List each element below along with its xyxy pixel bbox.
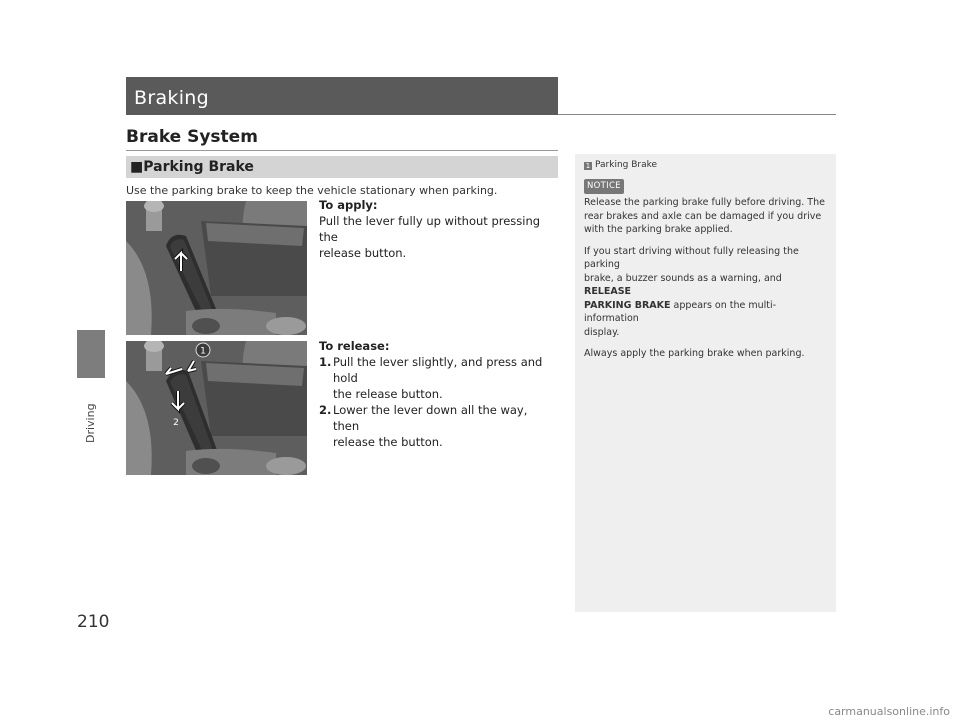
aside-title-text: Parking Brake <box>595 160 658 170</box>
release-step-2 <box>319 402 554 450</box>
apply-illustration <box>126 201 307 335</box>
callout-1-label: 1 <box>200 346 206 357</box>
step-text-line2: release the button. <box>333 435 443 449</box>
callout-2-label: 2 <box>173 418 179 428</box>
step-text-line1: Pull the lever slightly, and press and hold <box>333 355 543 385</box>
chapter-tab <box>77 330 105 378</box>
step-number: 1. <box>319 355 332 369</box>
chapter-label: Driving <box>84 403 97 443</box>
aside-panel <box>575 154 836 612</box>
subsection-label: Parking Brake <box>143 159 254 175</box>
section-heading: Brake System <box>126 127 258 147</box>
apply-instructions <box>319 197 551 261</box>
apply-text-line1: Pull the lever fully up without pressing the <box>319 214 541 244</box>
warning-text-line3: appears on the multi-information <box>584 299 777 324</box>
step-number: 2. <box>319 403 332 417</box>
page-number: 210 <box>77 612 110 632</box>
section-divider <box>126 150 558 151</box>
intro-text: Use the parking brake to keep the vehicle stationary when parking. <box>126 184 498 197</box>
subsection-header <box>126 156 558 178</box>
reference-marker-icon: 1 <box>585 161 591 170</box>
release-instructions <box>319 338 554 450</box>
warning-text-line4: display. <box>584 326 620 338</box>
aside-title <box>584 159 828 173</box>
notice-text-line1: Release the parking brake fully before driving. The <box>584 197 825 208</box>
notice-badge: NOTICE <box>584 179 624 195</box>
step-text-line1: Lower the lever down all the way, then <box>333 403 528 433</box>
page-title: Braking <box>126 77 558 115</box>
title-divider <box>558 114 836 115</box>
release-illustration <box>126 341 307 475</box>
apply-heading: To apply: <box>319 198 378 212</box>
notice-text <box>584 196 828 237</box>
warning-paragraph <box>584 245 828 340</box>
subsection-marker-icon: ■ <box>130 159 144 175</box>
warning-bold-parking-brake: PARKING BRAKE <box>584 299 671 311</box>
release-heading: To release: <box>319 339 390 353</box>
step-text-line2: the release button. <box>333 387 443 401</box>
watermark: carmanualsonline.info <box>828 705 950 718</box>
notice-text-line2: rear brakes and axle can be damaged if you drive <box>584 210 822 222</box>
advice-paragraph: Always apply the parking brake when parking. <box>584 348 805 359</box>
release-step-1 <box>319 354 554 402</box>
apply-text-line2: release button. <box>319 246 407 260</box>
warning-text-line2: brake, a buzzer sounds as a warning, and <box>584 272 782 284</box>
notice-text-line3: with the parking brake applied. <box>584 224 733 235</box>
warning-text-line1: If you start driving without fully releasing the parking <box>584 245 799 270</box>
warning-bold-release: RELEASE <box>584 286 632 297</box>
